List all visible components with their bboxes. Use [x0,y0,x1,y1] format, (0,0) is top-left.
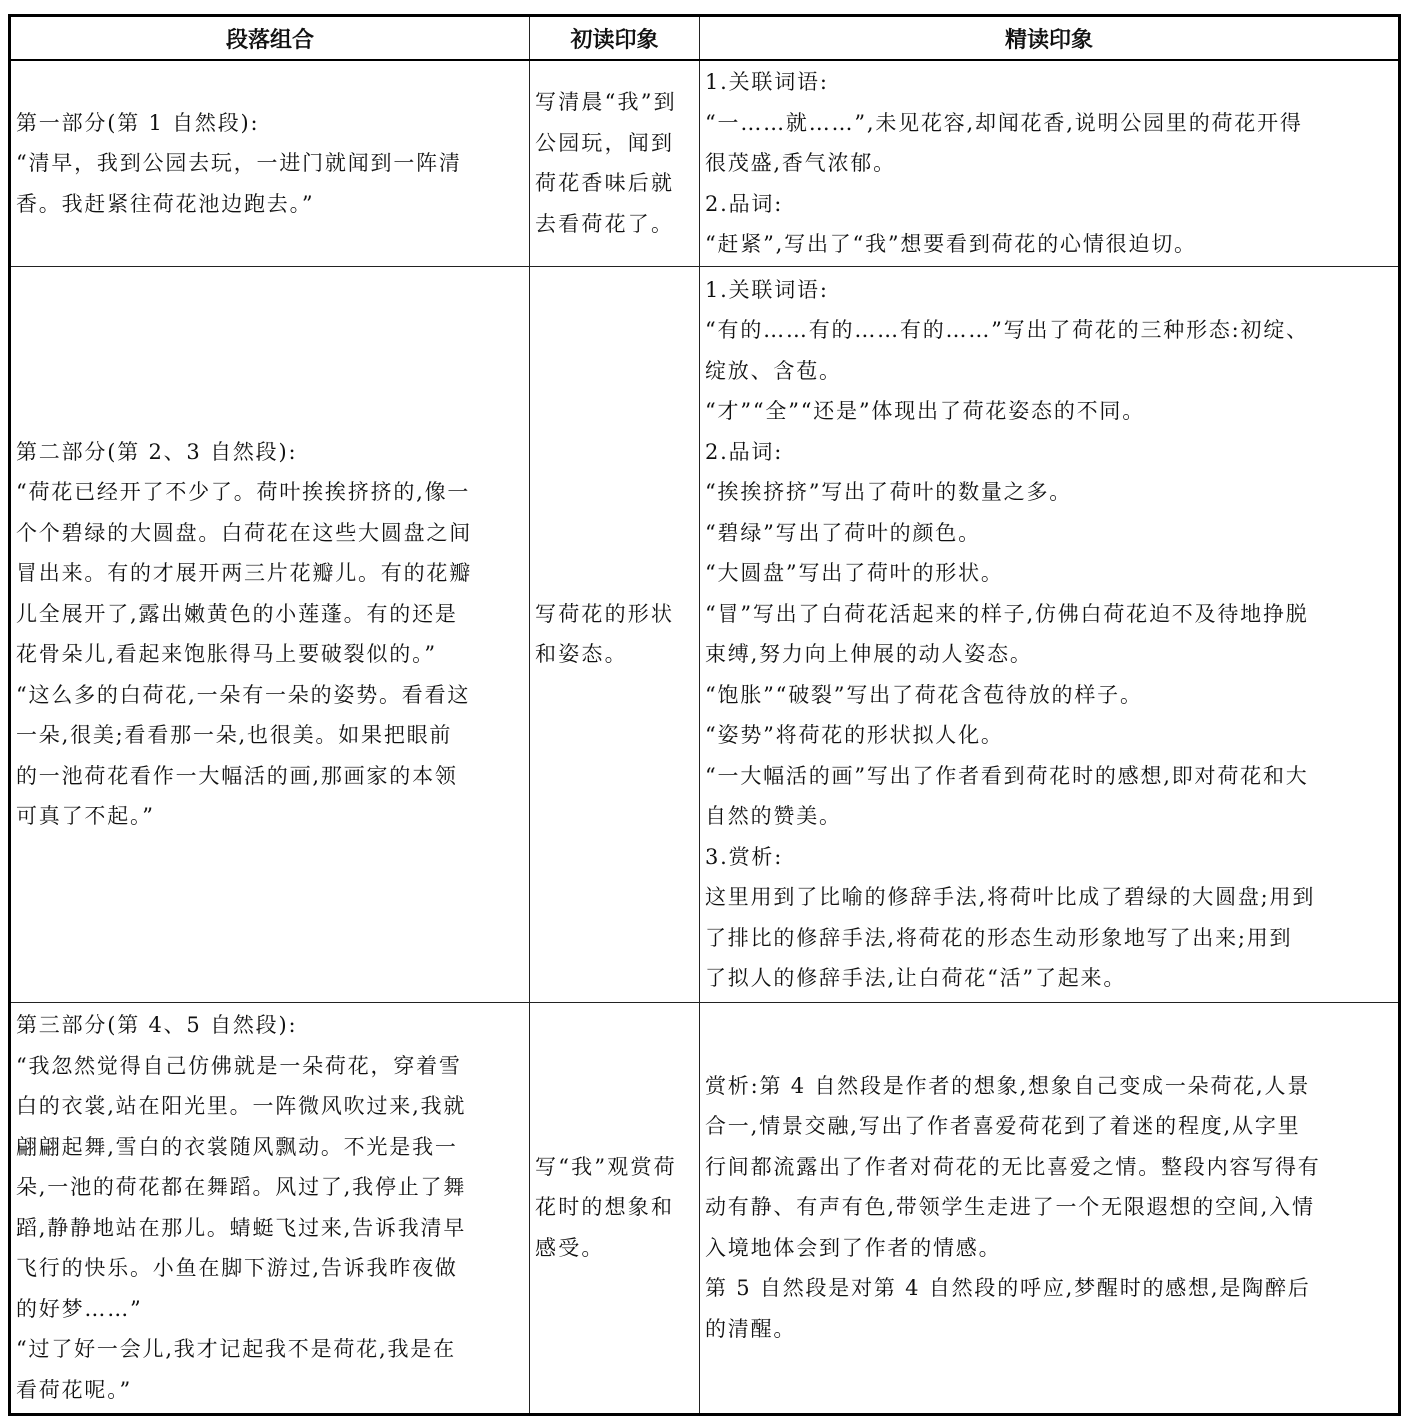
text-line: 花骨朵儿,看起来饱胀得马上要破裂似的。” [16,642,437,666]
close-reading-cell [700,1002,1400,1414]
table-row [10,266,1400,1002]
text-line: “碧绿”写出了荷叶的颜色。 [705,520,981,545]
first-impression-cell [530,1002,700,1414]
table-row [10,1002,1400,1414]
text-line: 儿全展开了,露出嫩黄色的小莲蓬。有的还是 [16,601,458,626]
segment-cell [10,266,530,1002]
text-line: 很茂盛,香气浓郁。 [705,151,896,175]
text-line: “过了好一会儿,我才记起我不是荷花,我是在 [16,1337,456,1361]
text-line: 束缚,努力向上伸展的动人姿态。 [705,642,1033,666]
text-line: 了排比的修辞手法,将荷花的形态生动形象地写了出来;用到 [705,925,1293,950]
text-line: 动有静、有声有色,带领学生走进了一个无限遐想的空间,入情 [705,1195,1315,1220]
reading-table [8,14,1401,1416]
header-segment: 段落组合 [10,16,530,61]
text-line: 入境地体会到了作者的情感。 [705,1235,1002,1260]
text-line: 2.品词: [705,191,784,216]
text-line: 飞行的快乐。小鱼在脚下游过,告诉我昨夜做 [16,1256,458,1280]
header-close-reading: 精读印象 [700,16,1400,61]
close-reading-cell [700,266,1400,1002]
text-line: 赏析:第 4 自然段是作者的想象,想象自己变成一朵荷花,人景 [705,1073,1311,1098]
text-line: 2.品词: [705,439,784,464]
text-line: 的清醒。 [705,1316,797,1341]
text-line: 写荷花的形状 [535,601,675,626]
text-line: 的好梦……” [16,1296,143,1321]
text-line: 朵,一池的荷花都在舞蹈。风过了,我停止了舞 [16,1175,467,1199]
close-reading-cell [700,60,1400,266]
text-line: “我忽然觉得自己仿佛就是一朵荷花，穿着雪 [16,1053,462,1078]
text-line: “大圆盘”写出了荷叶的形状。 [705,561,1004,585]
text-line: “一……就……”,未见花容,却闻花香,说明公园里的荷花开得 [705,110,1303,135]
first-impression-cell [530,266,700,1002]
text-line: 一朵,很美;看看那一朵,也很美。如果把眼前 [16,723,453,747]
text-line: 去看荷花了。 [535,211,675,236]
text-line: 这里用到了比喻的修辞手法,将荷叶比成了碧绿的大圆盘;用到 [705,885,1316,909]
text-line: “一大幅活的画”写出了作者看到荷花时的感想,即对荷花和大 [705,763,1309,788]
text-line: 荷花香味后就 [535,171,675,196]
text-line: “挨挨挤挤”写出了荷叶的数量之多。 [705,480,1073,504]
table-header-row [10,16,1400,61]
text-line: 写“我”观赏荷 [535,1154,677,1179]
text-line: “有的……有的……有的……”写出了荷花的三种形态:初绽、 [705,318,1309,342]
text-line: 第 5 自然段是对第 4 自然段的呼应,梦醒时的感想,是陶醉后 [705,1276,1311,1301]
text-line: 自然的赞美。 [705,804,842,828]
text-line: 香。我赶紧往荷花池边跑去。” [16,191,315,216]
text-line: “这么多的白荷花,一朵有一朵的姿势。看看这 [16,682,471,707]
text-line: 个个碧绿的大圆盘。白荷花在这些大圆盘之间 [16,520,472,545]
text-line: 写清晨“我”到 [535,90,677,115]
table-row [10,60,1400,266]
text-line: “冒”写出了白荷花活起来的样子,仿佛白荷花迫不及待地挣脱 [705,601,1309,626]
text-line: 看荷花呢。” [16,1377,133,1402]
text-line: “姿势”将荷花的形状拟人化。 [705,723,1004,747]
text-line: 1.关联词语: [705,70,829,94]
header-first-impression: 初读印象 [530,16,700,61]
text-line: “才”“全”“还是”体现出了荷花姿态的不同。 [705,399,1146,423]
text-line: “赶紧”,写出了“我”想要看到荷花的心情很迫切。 [705,232,1197,256]
text-line: 绽放、含苞。 [705,358,842,383]
text-line: 可真了不起。” [16,804,155,828]
text-line: 了拟人的修辞手法,让白荷花“活”了起来。 [705,966,1127,990]
text-line: 合一,情景交融,写出了作者喜爱荷花到了着迷的程度,从字里 [705,1114,1301,1139]
text-line: 蹈,静静地站在那儿。蜻蜓飞过来,告诉我清早 [16,1215,467,1240]
text-line: 3.赏析: [705,844,784,869]
text-line: 感受。 [535,1235,605,1260]
text-line: 行间都流露出了作者对荷花的无比喜爱之情。整段内容写得有 [705,1154,1321,1179]
text-line: “荷花已经开了不少了。荷叶挨挨挤挤的,像一 [16,480,471,504]
text-line: 的一池荷花看作一大幅活的画,那画家的本领 [16,763,458,788]
text-line: 冒出来。有的才展开两三片花瓣儿。有的花瓣 [16,561,472,585]
text-line: 1.关联词语: [705,277,829,302]
segment-cell [10,1002,530,1414]
segment-cell [10,60,530,266]
text-line: 第三部分(第 4、5 自然段): [16,1013,298,1037]
text-line: 翩翩起舞,雪白的衣裳随风飘动。不光是我一 [16,1134,458,1159]
text-line: 花时的想象和 [535,1195,675,1220]
text-line: 和姿态。 [535,642,628,666]
first-impression-cell [530,60,700,266]
text-line: 白的衣裳,站在阳光里。一阵微风吹过来,我就 [16,1094,467,1118]
text-line: 第一部分(第 1 自然段): [16,110,260,135]
text-line: 第二部分(第 2、3 自然段): [16,439,298,464]
text-line: “饱胀”“破裂”写出了荷花含苞待放的样子。 [705,682,1143,707]
text-line: “清早，我到公园去玩，一进门就闻到一阵清 [16,151,462,175]
text-line: 公园玩，闻到 [535,130,675,155]
